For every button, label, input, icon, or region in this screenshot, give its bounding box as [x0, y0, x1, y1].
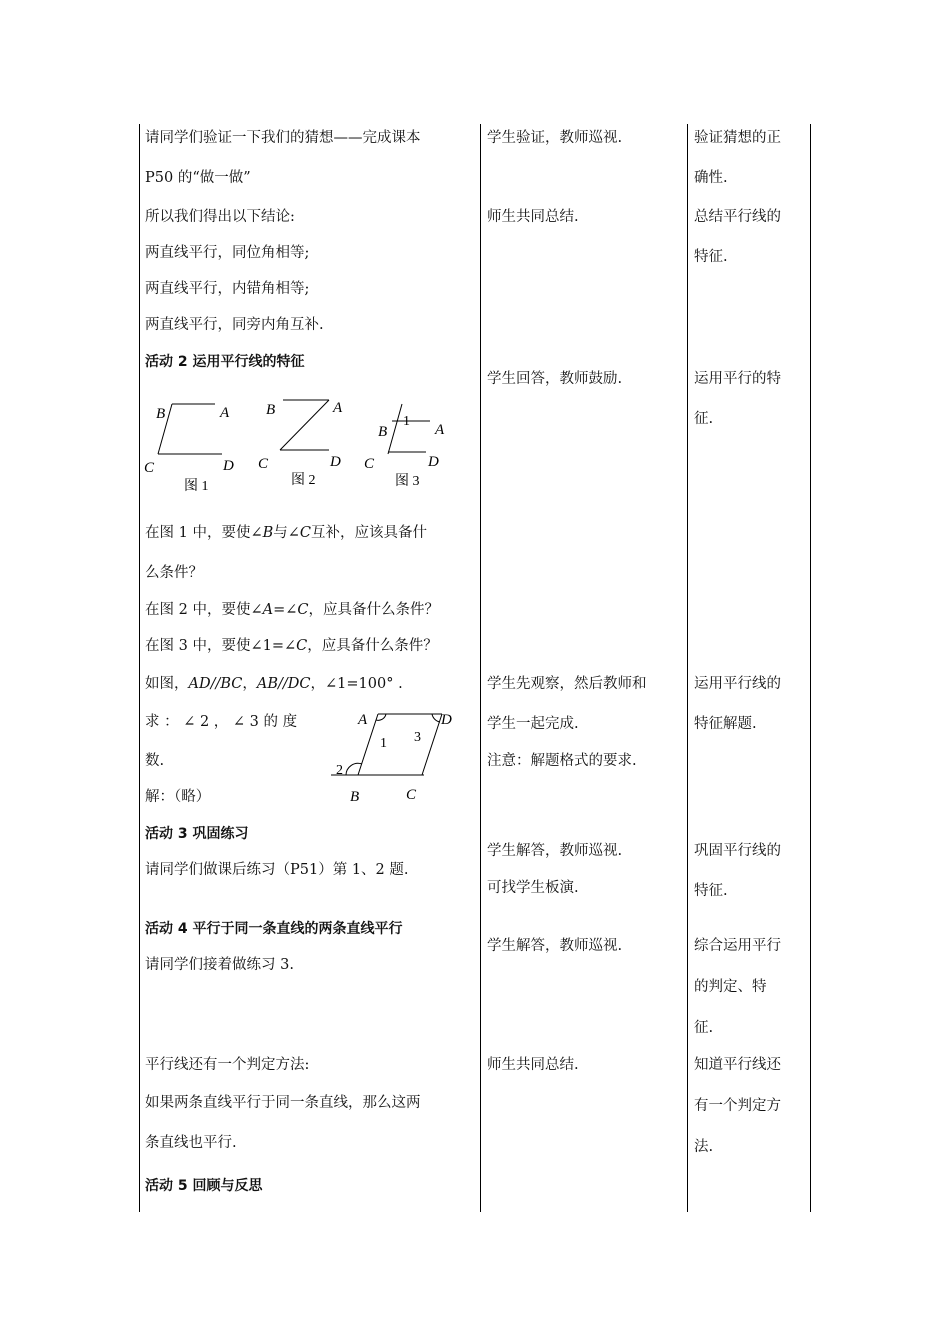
table-divider-2 [687, 124, 688, 1212]
fig2-label-a: A [333, 400, 343, 416]
example-line-2: 求 ： ∠ 2 ， ∠ 3 的 度 [145, 714, 298, 730]
verify-right-line-2: 确性. [694, 170, 728, 186]
conclusion-line-1: 所以我们得出以下结论: [145, 209, 295, 225]
fig2-caption: 图 2 [291, 473, 316, 488]
verify-left-line-1: 请同学们验证一下我们的猜想——完成课本 [145, 130, 421, 146]
fig1-label-b: B [156, 406, 166, 422]
fig2-label-d: D [330, 454, 341, 470]
example-label-d: D [441, 712, 452, 728]
conclusion-line-4: 两直线平行，同旁内角互补. [145, 317, 324, 333]
example-line-4: 解：（略） [145, 789, 211, 805]
table-divider-1 [480, 124, 481, 1212]
fig1-label-a: A [220, 405, 230, 421]
conclusion-right-line-1: 总结平行线的 [694, 209, 781, 225]
conclusion-mid-text: 师生共同总结. [487, 209, 579, 225]
example-mid-line-3: 注意：解题格式的要求. [487, 753, 637, 769]
fig1-caption: 图 1 [184, 479, 209, 494]
method-right-line-3: 法. [694, 1139, 714, 1155]
activity3-mid-line-1: 学生解答，教师巡视. [487, 843, 623, 859]
table-border-right [810, 124, 811, 1212]
activity4-heading: 活动 4 平行于同一条直线的两条直线平行 [145, 921, 403, 937]
activity3-heading: 活动 3 巩固练习 [145, 826, 249, 842]
activity3-right-line-2: 特征. [694, 883, 728, 899]
activity4-left-text: 请同学们接着做练习 3. [145, 957, 294, 973]
figure-2 [258, 400, 343, 488]
example-line-3: 数. [145, 753, 165, 769]
fig3-label-b: B [378, 424, 388, 440]
example-angle-3-arc [432, 714, 440, 722]
fig2-segment-ac [280, 400, 329, 450]
fig3-label-1: 1 [403, 414, 410, 429]
example-parallelogram-figure [328, 704, 468, 804]
activity2-mid-text: 学生回答，教师鼓励. [487, 371, 623, 387]
fig3-caption: 图 3 [395, 474, 420, 489]
question-2: 在图 2 中，要使∠A=∠C，应具备什么条件？ [145, 602, 439, 618]
question-3: 在图 3 中，要使∠1=∠C，应具备什么条件？ [145, 638, 438, 654]
question-1-line-2: 么条件？ [145, 565, 203, 581]
activity2-right-line-2: 征. [694, 411, 714, 427]
activity3-right-line-1: 巩固平行线的 [694, 843, 781, 859]
activity4-right-line-1: 综合运用平行 [694, 938, 781, 954]
example-right-line-1: 运用平行线的 [694, 676, 781, 692]
activity4-right-line-3: 征. [694, 1020, 714, 1036]
method-right-line-1: 知道平行线还 [694, 1057, 781, 1073]
fig1-label-d: D [223, 458, 234, 474]
activity2-heading: 活动 2 运用平行线的特征 [145, 354, 305, 370]
example-right-line-2: 特征解题. [694, 716, 757, 732]
example-label-1: 1 [380, 736, 387, 751]
example-mid-line-2: 学生一起完成. [487, 716, 579, 732]
figure-1 [144, 404, 234, 494]
activity2-figures [140, 392, 470, 492]
example-label-2: 2 [336, 763, 343, 778]
example-segment-dc [422, 714, 442, 775]
activity4-right-line-2: 的判定、特 [694, 979, 767, 995]
example-label-b: B [350, 789, 360, 805]
method-right-line-2: 有一个判定方 [694, 1098, 781, 1114]
activity5-heading: 活动 5 回顾与反思 [145, 1178, 263, 1194]
activity2-right-line-1: 运用平行的特 [694, 371, 781, 387]
method-line-1: 平行线还有一个判定方法: [145, 1057, 310, 1073]
conclusion-line-2: 两直线平行，同位角相等; [145, 245, 310, 261]
fig2-label-c: C [258, 456, 269, 472]
verify-mid-text: 学生验证，教师巡视. [487, 130, 623, 146]
example-mid-line-1: 学生先观察，然后教师和 [487, 676, 647, 692]
verify-left-line-2: P50 的“做一做” [145, 170, 251, 186]
figure-3 [364, 404, 445, 489]
activity4-mid-text: 学生解答，教师巡视. [487, 938, 623, 954]
method-line-2: 如果两条直线平行于同一条直线，那么这两 [145, 1095, 421, 1111]
example-label-3: 3 [414, 730, 421, 745]
fig1-label-c: C [144, 460, 155, 476]
method-mid-text: 师生共同总结. [487, 1057, 579, 1073]
example-label-a: A [358, 712, 368, 728]
question-1-line-1: 在图 1 中，要使∠B与∠C互补，应该具备什 [145, 525, 428, 541]
method-line-3: 条直线也平行. [145, 1135, 237, 1151]
activity3-left-text: 请同学们做课后练习（P51）第 1、2 题. [145, 862, 409, 878]
example-label-c: C [406, 787, 417, 803]
table-border-left [139, 124, 140, 1212]
example-line-1: 如图，AD//BC，AB//DC，∠1=100° . [145, 676, 403, 692]
fig3-transversal [388, 404, 402, 454]
activity3-mid-line-2: 可找学生板演. [487, 880, 579, 896]
conclusion-right-line-2: 特征. [694, 249, 728, 265]
verify-right-line-1: 验证猜想的正 [694, 130, 781, 146]
fig3-label-d: D [428, 454, 439, 470]
fig2-label-b: B [266, 402, 276, 418]
fig3-label-c: C [364, 456, 375, 472]
fig3-label-a: A [435, 422, 445, 438]
conclusion-line-3: 两直线平行，内错角相等; [145, 281, 310, 297]
